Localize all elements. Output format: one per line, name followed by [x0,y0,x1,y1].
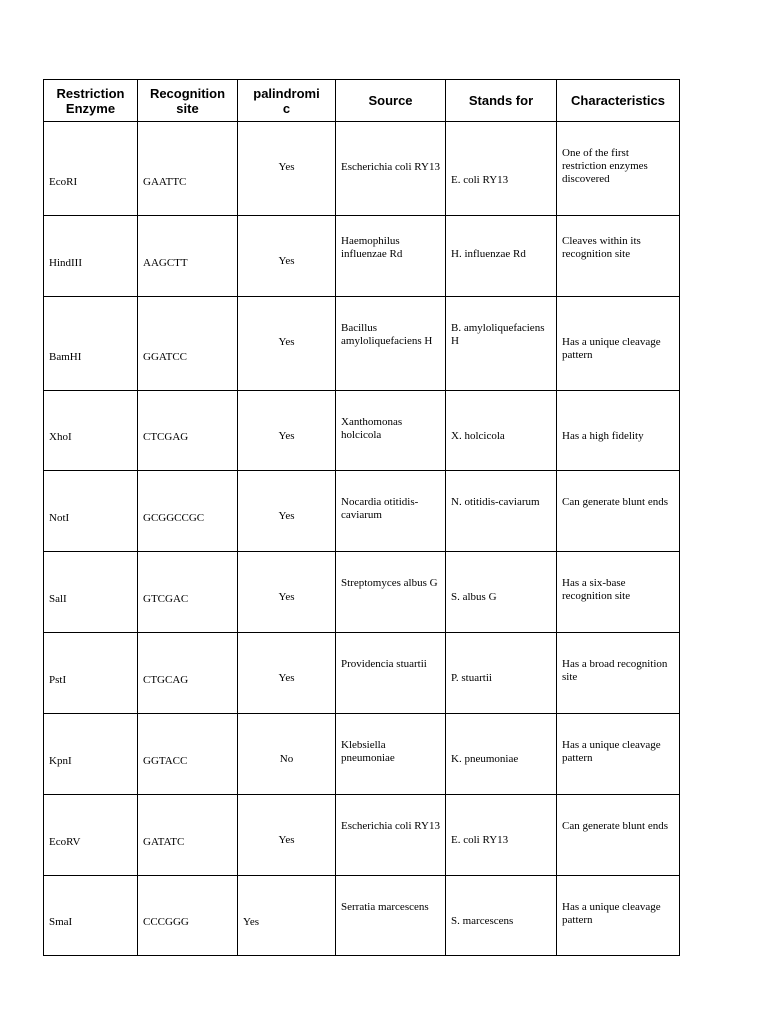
cell-source-text: Haemophilus influenzae Rd [341,235,403,260]
cell-characteristics [557,633,680,714]
cell-characteristics-text: Has a high fidelity [562,430,644,442]
cell-characteristics [557,122,680,216]
cell-source [336,876,446,956]
cell-enzyme [44,552,138,633]
cell-palindromic-text: Yes [278,336,295,348]
cell-source-text: Bacillus amyloliquefaciens H [341,322,433,347]
table-row [44,795,680,876]
cell-recognition-site-text: GAATTC [143,176,187,188]
cell-recognition-site-text: CTCGAG [143,431,189,443]
cell-characteristics [557,795,680,876]
enzyme-table [43,79,680,956]
cell-palindromic [238,122,336,216]
cell-enzyme [44,391,138,471]
cell-recognition-site-text: GTCGAC [143,593,189,605]
cell-characteristics-text: Has a broad recognition site [562,658,668,683]
cell-enzyme [44,122,138,216]
cell-stands-for [446,714,557,795]
cell-recognition-site [138,122,238,216]
cell-stands-for [446,297,557,391]
cell-source [336,552,446,633]
cell-enzyme-text: EcoRI [49,176,78,188]
cell-enzyme-text: PstI [49,674,67,686]
cell-enzyme [44,876,138,956]
cell-stands-for-text: K. pneumoniae [451,753,519,765]
cell-palindromic [238,391,336,471]
cell-source-text: Providencia stuartii [341,658,427,670]
header-palindromic: palindromi c [238,80,336,122]
cell-palindromic-text: Yes [278,430,295,442]
cell-stands-for [446,216,557,297]
cell-characteristics-text: Has a unique cleavage pattern [562,739,661,764]
cell-stands-for-text: X. holcicola [451,430,505,442]
header-characteristics: Characteristics [557,80,680,122]
cell-enzyme [44,633,138,714]
cell-recognition-site [138,795,238,876]
cell-source-text: Nocardia otitidis-caviarum [341,496,419,521]
cell-palindromic-text: Yes [278,255,295,267]
cell-source [336,391,446,471]
cell-recognition-site-text: CCCGGG [143,916,189,928]
cell-characteristics-text: Can generate blunt ends [562,496,668,508]
table-header-row [44,80,680,122]
cell-stands-for [446,471,557,552]
cell-palindromic-text: Yes [278,672,295,684]
cell-source-text: Serratia marcescens [341,901,429,913]
cell-characteristics-text: Can generate blunt ends [562,820,668,832]
cell-stands-for-text: S. marcescens [451,915,514,927]
cell-stands-for-text: P. stuartii [451,672,492,684]
cell-source-text: Xanthomonas holcicola [341,416,403,441]
cell-recognition-site [138,297,238,391]
cell-palindromic-text: Yes [278,834,295,846]
cell-recognition-site [138,876,238,956]
cell-palindromic [238,297,336,391]
cell-enzyme [44,297,138,391]
cell-palindromic-text: Yes [243,916,260,928]
cell-recognition-site [138,471,238,552]
cell-recognition-site-text: GGATCC [143,351,188,363]
table-row [44,876,680,956]
cell-stands-for [446,122,557,216]
cell-source-text: Escherichia coli RY13 [341,820,440,832]
cell-palindromic-text: Yes [278,161,295,173]
cell-stands-for-text: B. amyloliquefaciens H [451,322,545,347]
cell-enzyme [44,714,138,795]
table-row [44,297,680,391]
cell-recognition-site-text: GATATC [143,836,185,848]
cell-stands-for-text: S. albus G [451,591,497,603]
cell-characteristics [557,714,680,795]
cell-recognition-site-text: GGTACC [143,755,188,767]
cell-stands-for [446,795,557,876]
cell-source [336,122,446,216]
cell-characteristics [557,391,680,471]
cell-source-text: Escherichia coli RY13 [341,161,440,173]
cell-recognition-site-text: CTGCAG [143,674,189,686]
cell-stands-for [446,552,557,633]
cell-characteristics [557,876,680,956]
cell-enzyme-text: EcoRV [49,836,81,848]
cell-characteristics-text: Cleaves within its recognition site [562,235,641,260]
cell-recognition-site-text: AAGCTT [143,257,188,269]
cell-palindromic [238,552,336,633]
cell-palindromic [238,714,336,795]
cell-recognition-site [138,391,238,471]
cell-recognition-site [138,552,238,633]
cell-stands-for-text: N. otitidis-caviarum [451,496,540,508]
table-row [44,714,680,795]
cell-stands-for [446,633,557,714]
header-recognition-site: Recognition site [138,80,238,122]
cell-characteristics [557,471,680,552]
cell-source [336,633,446,714]
cell-enzyme-text: XhoI [49,431,72,443]
cell-enzyme-text: KpnI [49,755,72,767]
cell-enzyme [44,471,138,552]
table-row [44,633,680,714]
cell-characteristics-text: Has a six-base recognition site [562,577,631,602]
cell-source-text: Klebsiella pneumoniae [341,739,395,764]
cell-enzyme-text: NotI [49,512,70,524]
cell-enzyme-text: BamHI [49,351,82,363]
cell-recognition-site [138,216,238,297]
table-row [44,471,680,552]
cell-characteristics-text: Has a unique cleavage pattern [562,336,661,361]
cell-recognition-site [138,714,238,795]
cell-palindromic [238,471,336,552]
cell-source [336,714,446,795]
cell-recognition-site-text: GCGGCCGC [143,512,205,524]
cell-stands-for [446,391,557,471]
cell-enzyme [44,216,138,297]
table-row [44,391,680,471]
table-body [44,122,680,956]
cell-palindromic-text: Yes [278,591,295,603]
cell-recognition-site [138,633,238,714]
cell-enzyme-text: HindIII [49,257,82,269]
cell-source-text: Streptomyces albus G [341,577,438,589]
cell-source [336,795,446,876]
cell-characteristics [557,216,680,297]
cell-characteristics [557,552,680,633]
table-row [44,216,680,297]
cell-stands-for [446,876,557,956]
cell-enzyme-text: SmaI [49,916,73,928]
cell-stands-for-text: H. influenzae Rd [451,248,526,260]
header-stands-for: Stands for [446,80,557,122]
cell-palindromic-text: No [279,753,294,765]
cell-palindromic [238,795,336,876]
cell-palindromic [238,216,336,297]
cell-characteristics-text: One of the first restriction enzymes discovered [562,147,648,185]
cell-characteristics-text: Has a unique cleavage pattern [562,901,661,926]
cell-stands-for-text: E. coli RY13 [451,834,509,846]
cell-characteristics [557,297,680,391]
cell-palindromic-text: Yes [278,510,295,522]
cell-palindromic [238,633,336,714]
header-source: Source [336,80,446,122]
cell-stands-for-text: E. coli RY13 [451,174,509,186]
cell-palindromic [238,876,336,956]
cell-enzyme-text: SalI [49,593,67,605]
header-restriction-enzyme: Restriction Enzyme [44,80,138,122]
cell-source [336,297,446,391]
cell-enzyme [44,795,138,876]
table-row [44,122,680,216]
table-row [44,552,680,633]
cell-source [336,471,446,552]
cell-source [336,216,446,297]
